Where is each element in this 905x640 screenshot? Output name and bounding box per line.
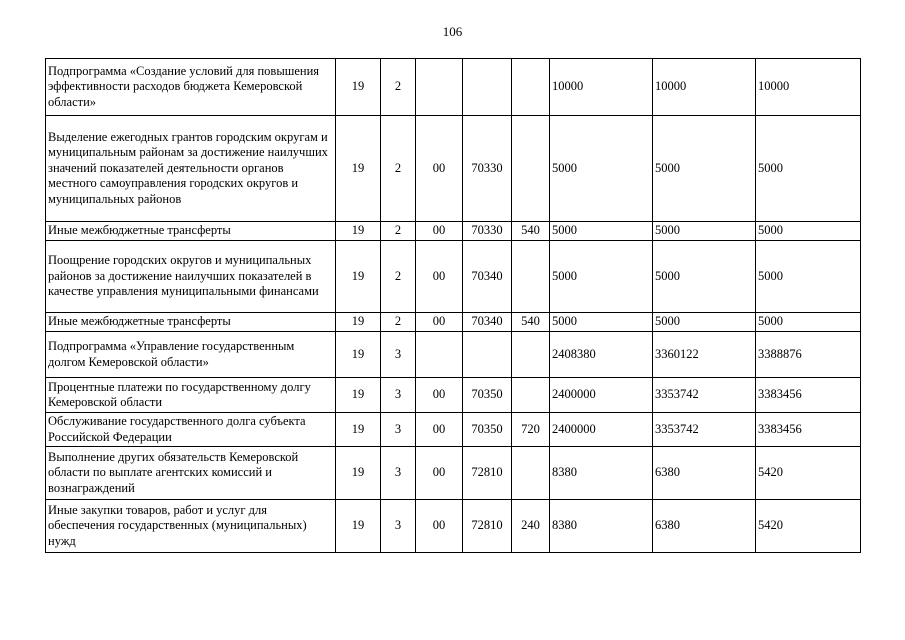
table-row (46, 222, 861, 241)
cell-code-part: 00 (416, 222, 463, 241)
cell-amount-year3: 3383456 (756, 413, 861, 447)
cell-section: 19 (336, 413, 381, 447)
cell-target-article: 72810 (463, 500, 512, 553)
cell-name: Иные межбюджетные трансферты (46, 222, 336, 241)
cell-section: 19 (336, 332, 381, 378)
cell-name: Выполнение других обязательств Кемеровской области по выплате агентских комиссий и вознаграждений (46, 447, 336, 500)
cell-name: Подпрограмма «Создание условий для повышения эффективности расходов бюджета Кемеровской области» (46, 59, 336, 116)
cell-target-article (463, 332, 512, 378)
cell-target-article (463, 59, 512, 116)
cell-code-part: 00 (416, 500, 463, 553)
cell-amount-year1: 2400000 (550, 413, 653, 447)
cell-section: 19 (336, 447, 381, 500)
cell-amount-year1: 2400000 (550, 378, 653, 413)
table-row (46, 413, 861, 447)
cell-code-part: 00 (416, 241, 463, 313)
table-row (46, 116, 861, 222)
cell-expense-type (512, 241, 550, 313)
cell-code-part: 00 (416, 413, 463, 447)
cell-amount-year1: 2408380 (550, 332, 653, 378)
cell-target-article: 70350 (463, 413, 512, 447)
table-row (46, 59, 861, 116)
cell-subsection: 3 (381, 378, 416, 413)
cell-name: Иные межбюджетные трансферты (46, 313, 336, 332)
cell-subsection: 2 (381, 313, 416, 332)
cell-subsection: 2 (381, 116, 416, 222)
table-body (46, 59, 861, 553)
cell-subsection: 3 (381, 413, 416, 447)
cell-amount-year1: 8380 (550, 447, 653, 500)
cell-amount-year1: 8380 (550, 500, 653, 553)
cell-section: 19 (336, 222, 381, 241)
cell-amount-year3: 5420 (756, 447, 861, 500)
budget-table (45, 58, 861, 553)
cell-amount-year2: 10000 (653, 59, 756, 116)
table-row (46, 500, 861, 553)
cell-expense-type: 240 (512, 500, 550, 553)
cell-expense-type (512, 59, 550, 116)
cell-subsection: 3 (381, 332, 416, 378)
cell-name: Выделение ежегодных грантов городским округам и муниципальным районам за достижение наилучших значений показателей деятельности органов местного самоуправления городских округов и муниципальных районов (46, 116, 336, 222)
cell-target-article: 70340 (463, 241, 512, 313)
cell-name: Процентные платежи по государственному долгу Кемеровской области (46, 378, 336, 413)
cell-section: 19 (336, 500, 381, 553)
cell-section: 19 (336, 313, 381, 332)
cell-amount-year3: 3388876 (756, 332, 861, 378)
cell-code-part (416, 59, 463, 116)
page-number: 106 (442, 24, 463, 39)
cell-section: 19 (336, 378, 381, 413)
cell-amount-year3: 3383456 (756, 378, 861, 413)
cell-section: 19 (336, 59, 381, 116)
table-row (46, 241, 861, 313)
cell-amount-year2: 3360122 (653, 332, 756, 378)
cell-section: 19 (336, 241, 381, 313)
cell-section: 19 (336, 116, 381, 222)
cell-code-part: 00 (416, 378, 463, 413)
cell-subsection: 2 (381, 222, 416, 241)
cell-code-part (416, 332, 463, 378)
cell-target-article: 70330 (463, 116, 512, 222)
cell-amount-year2: 6380 (653, 500, 756, 553)
cell-subsection: 3 (381, 447, 416, 500)
cell-amount-year2: 3353742 (653, 413, 756, 447)
table-row (46, 313, 861, 332)
cell-subsection: 2 (381, 59, 416, 116)
cell-amount-year1: 10000 (550, 59, 653, 116)
cell-name: Иные закупки товаров, работ и услуг для обеспечения государственных (муниципальных) нужд (46, 500, 336, 553)
cell-amount-year1: 5000 (550, 313, 653, 332)
cell-expense-type (512, 447, 550, 500)
cell-name: Поощрение городских округов и муниципальных районов за достижение наилучших показателей в качестве управления муниципальными финансами (46, 241, 336, 313)
cell-amount-year1: 5000 (550, 241, 653, 313)
cell-code-part: 00 (416, 447, 463, 500)
cell-expense-type (512, 116, 550, 222)
cell-amount-year3: 5420 (756, 500, 861, 553)
cell-subsection: 2 (381, 241, 416, 313)
cell-expense-type: 540 (512, 313, 550, 332)
cell-amount-year2: 5000 (653, 313, 756, 332)
cell-expense-type: 540 (512, 222, 550, 241)
cell-expense-type (512, 332, 550, 378)
cell-code-part: 00 (416, 116, 463, 222)
cell-amount-year1: 5000 (550, 222, 653, 241)
cell-amount-year2: 6380 (653, 447, 756, 500)
cell-target-article: 70340 (463, 313, 512, 332)
cell-target-article: 72810 (463, 447, 512, 500)
cell-name: Обслуживание государственного долга субъекта Российской Федерации (46, 413, 336, 447)
cell-amount-year2: 3353742 (653, 378, 756, 413)
cell-amount-year1: 5000 (550, 116, 653, 222)
cell-expense-type (512, 378, 550, 413)
cell-target-article: 70350 (463, 378, 512, 413)
cell-amount-year3: 5000 (756, 116, 861, 222)
cell-subsection: 3 (381, 500, 416, 553)
cell-expense-type: 720 (512, 413, 550, 447)
cell-code-part: 00 (416, 313, 463, 332)
cell-amount-year3: 5000 (756, 241, 861, 313)
cell-amount-year2: 5000 (653, 241, 756, 313)
cell-name: Подпрограмма «Управление государственным долгом Кемеровской области» (46, 332, 336, 378)
cell-amount-year2: 5000 (653, 222, 756, 241)
cell-amount-year3: 10000 (756, 59, 861, 116)
cell-amount-year2: 5000 (653, 116, 756, 222)
cell-target-article: 70330 (463, 222, 512, 241)
table-row (46, 332, 861, 378)
table-row (46, 378, 861, 413)
cell-amount-year3: 5000 (756, 222, 861, 241)
cell-amount-year3: 5000 (756, 313, 861, 332)
table-row (46, 447, 861, 500)
